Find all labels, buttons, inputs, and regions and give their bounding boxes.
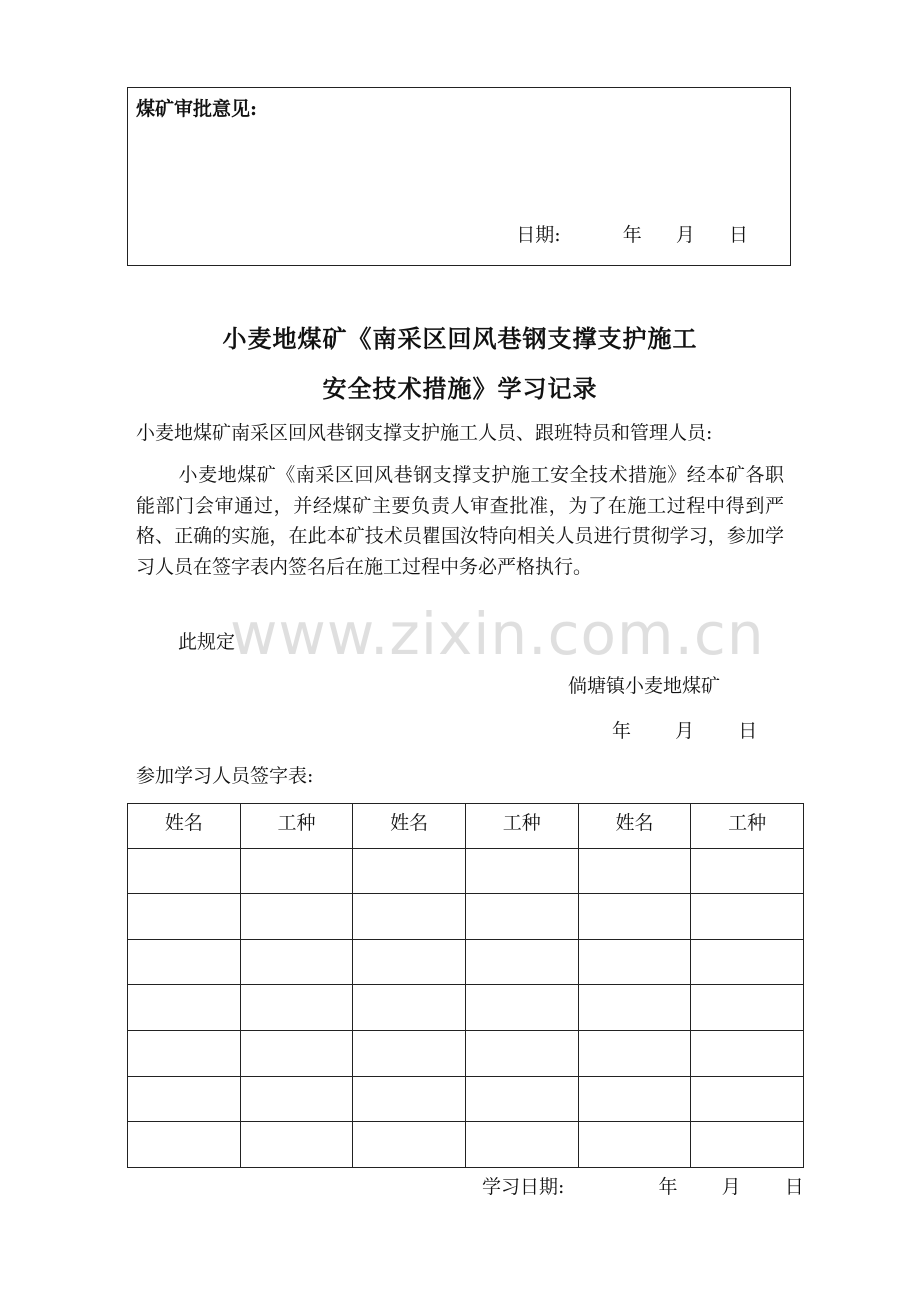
study-date-day: 日 bbox=[784, 1176, 804, 1198]
signature-cell bbox=[128, 939, 241, 985]
signature-cell bbox=[691, 848, 804, 894]
approval-date-day: 日 bbox=[728, 224, 748, 246]
signature-cell bbox=[128, 1122, 241, 1168]
signature-cell bbox=[128, 1030, 241, 1076]
table-row bbox=[128, 1122, 804, 1168]
signature-cell bbox=[240, 1076, 353, 1122]
approval-date-month: 月 bbox=[675, 224, 695, 246]
signature-cell bbox=[240, 894, 353, 940]
approval-box bbox=[127, 87, 791, 266]
signature-cell bbox=[691, 1076, 804, 1122]
signature-cell bbox=[578, 848, 691, 894]
sign-table bbox=[127, 803, 804, 1168]
approval-date bbox=[516, 220, 748, 247]
table-row bbox=[128, 848, 804, 894]
signature-cell bbox=[578, 985, 691, 1031]
document-title-line-2: 安全技术措施》学习记录 bbox=[322, 374, 598, 403]
signature-cell bbox=[240, 1122, 353, 1168]
signature-cell bbox=[128, 985, 241, 1031]
addressee: 小麦地煤矿南采区回风巷钢支撑支护施工人员、跟班特员和管理人员: bbox=[136, 422, 713, 444]
table-row bbox=[128, 1030, 804, 1076]
header-name-1: 姓名 bbox=[128, 804, 241, 849]
signature-cell bbox=[353, 1122, 466, 1168]
signature-cell bbox=[240, 848, 353, 894]
signature-cell bbox=[128, 848, 241, 894]
signature-cell bbox=[128, 894, 241, 940]
table-row bbox=[128, 939, 804, 985]
sign-table-body bbox=[128, 848, 804, 1167]
signature-cell bbox=[691, 939, 804, 985]
signature-cell bbox=[353, 848, 466, 894]
study-date bbox=[482, 1172, 804, 1199]
table-row bbox=[128, 985, 804, 1031]
signature-day: 日 bbox=[738, 720, 758, 742]
table-row bbox=[128, 1076, 804, 1122]
signature-cell bbox=[353, 985, 466, 1031]
signature-cell bbox=[353, 939, 466, 985]
signature-cell bbox=[240, 985, 353, 1031]
signature-cell bbox=[465, 985, 578, 1031]
signature-date bbox=[612, 716, 757, 743]
header-job-1: 工种 bbox=[240, 804, 353, 849]
study-date-month: 月 bbox=[721, 1176, 741, 1198]
approval-date-label: 日期: bbox=[516, 224, 561, 246]
signature-org: 倘塘镇小麦地煤矿 bbox=[568, 675, 721, 697]
closing-text: 此规定 bbox=[178, 631, 236, 653]
signature-year: 年 bbox=[612, 720, 632, 742]
sign-table-caption: 参加学习人员签字表: bbox=[136, 765, 314, 787]
study-date-label: 学习日期: bbox=[482, 1176, 565, 1198]
sign-table-header-row bbox=[128, 804, 804, 849]
header-job-3: 工种 bbox=[691, 804, 804, 849]
signature-cell bbox=[465, 939, 578, 985]
signature-cell bbox=[465, 894, 578, 940]
approval-date-year: 年 bbox=[622, 224, 642, 246]
signature-cell bbox=[353, 894, 466, 940]
body-paragraph bbox=[136, 460, 784, 582]
signature-cell bbox=[465, 1030, 578, 1076]
header-name-3: 姓名 bbox=[578, 804, 691, 849]
signature-cell bbox=[578, 1030, 691, 1076]
table-row bbox=[128, 894, 804, 940]
signature-cell bbox=[353, 1030, 466, 1076]
signature-cell bbox=[578, 894, 691, 940]
body-paragraph-text: 小麦地煤矿《南采区回风巷钢支撑支护施工安全技术措施》经本矿各职能部门会审通过，并经煤矿主要负责人审查批准，为了在施工过程中得到严格、正确的实施，在此本矿技术员瞿国汝特向相关人员进行贯彻学习，参加学习人员在签字表内签名后在施工过程中务必严格执行。 bbox=[136, 464, 784, 578]
watermark: www.zixin.com.cn bbox=[230, 600, 765, 668]
signature-month: 月 bbox=[675, 720, 695, 742]
signature-cell bbox=[240, 939, 353, 985]
signature-cell bbox=[691, 1030, 804, 1076]
signature-cell bbox=[691, 985, 804, 1031]
signature-cell bbox=[465, 1122, 578, 1168]
signature-cell bbox=[353, 1076, 466, 1122]
signature-cell bbox=[465, 848, 578, 894]
signature-cell bbox=[578, 1076, 691, 1122]
header-job-2: 工种 bbox=[465, 804, 578, 849]
header-name-2: 姓名 bbox=[353, 804, 466, 849]
signature-cell bbox=[578, 939, 691, 985]
signature-cell bbox=[240, 1030, 353, 1076]
signature-cell bbox=[578, 1122, 691, 1168]
signature-cell bbox=[128, 1076, 241, 1122]
signature-cell bbox=[465, 1076, 578, 1122]
signature-cell bbox=[691, 1122, 804, 1168]
study-date-year: 年 bbox=[658, 1176, 678, 1198]
signature-cell bbox=[691, 894, 804, 940]
approval-label: 煤矿审批意见: bbox=[136, 98, 258, 120]
document-title-line-1: 小麦地煤矿《南采区回风巷钢支撑支护施工 bbox=[222, 324, 698, 353]
